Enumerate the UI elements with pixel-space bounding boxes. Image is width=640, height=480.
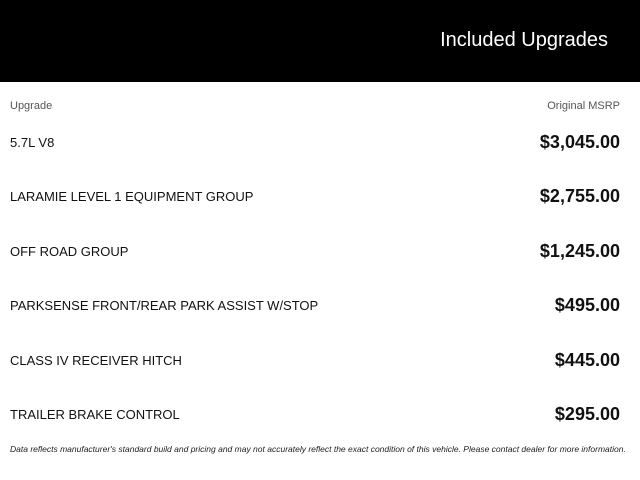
upgrade-name: 5.7L V8 bbox=[10, 135, 55, 150]
column-header-msrp: Original MSRP bbox=[547, 100, 620, 112]
upgrade-name: OFF ROAD GROUP bbox=[10, 243, 129, 259]
upgrade-name: PARKSENSE FRONT/REAR PARK ASSIST W/STOP bbox=[10, 298, 319, 314]
list-item bbox=[0, 388, 640, 442]
page-title: Included Upgrades bbox=[440, 29, 608, 51]
column-header-upgrade: Upgrade bbox=[10, 100, 53, 112]
upgrade-name: CLASS IV RECEIVER HITCH bbox=[10, 352, 182, 368]
upgrade-price: $3,045.00 bbox=[539, 132, 620, 152]
upgrade-price: $295.00 bbox=[554, 403, 620, 424]
list-item bbox=[0, 116, 640, 170]
upgrade-name: LARAMIE LEVEL 1 EQUIPMENT GROUP bbox=[10, 189, 254, 205]
upgrade-price: $2,755.00 bbox=[539, 186, 620, 207]
upgrade-name: TRAILER BRAKE CONTROL bbox=[10, 406, 180, 422]
disclaimer-text: Data reflects manufacturer's standard build and pricing and may not accurately reflect the exact condition of this vehicle. Please contact dealer for more information. bbox=[10, 444, 626, 454]
list-item bbox=[0, 170, 640, 224]
list-item bbox=[0, 334, 640, 388]
list-item bbox=[0, 225, 640, 279]
upgrades-list bbox=[0, 116, 640, 442]
upgrade-price: $495.00 bbox=[554, 295, 620, 316]
header-bar bbox=[0, 0, 640, 82]
upgrade-price: $1,245.00 bbox=[539, 240, 620, 261]
upgrade-price: $445.00 bbox=[554, 349, 620, 370]
list-item bbox=[0, 279, 640, 333]
